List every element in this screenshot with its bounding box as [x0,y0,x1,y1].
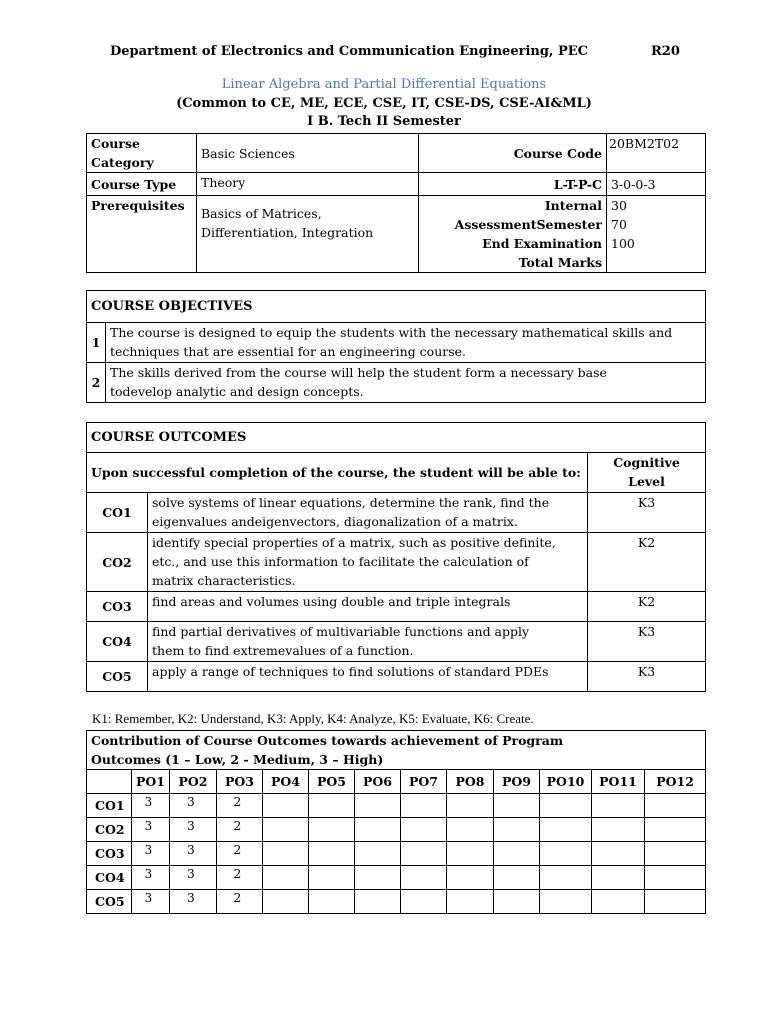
mapping-cell: 3 [132,866,170,890]
mapping-cell [540,794,592,818]
co-code: CO1 [87,493,148,533]
po-header: PO8 [447,770,494,794]
po-header: PO3 [217,770,263,794]
mapping-cell: 3 [132,818,170,842]
mapping-cell [645,890,706,914]
mapping-cell [540,818,592,842]
mapping-cell [540,890,592,914]
co-level: K2 [588,592,706,622]
mapping-corner [87,770,132,794]
mapping-row [87,866,706,890]
prereq-line-2: Differentiation, Integration [201,225,374,240]
co-description [148,493,588,533]
mapping-cell: 3 [170,842,217,866]
mapping-cell: 2 [217,794,263,818]
mapping-cell [592,866,645,890]
co-line: them to find extremevalues of a function. [152,643,414,658]
mapping-cell: 3 [170,818,217,842]
ltpc-label: L-T-P-C [419,173,607,196]
mapping-cell [645,794,706,818]
mapping-cell [645,866,706,890]
objective-text [106,323,706,363]
mapping-co-label: CO2 [87,818,132,842]
course-title: Linear Algebra and Partial Differential Equations [221,77,547,92]
mapping-cell [263,794,309,818]
co-po-mapping-table [86,730,706,914]
mapping-body [87,794,706,914]
mapping-co-label: CO4 [87,866,132,890]
mapping-cell [592,818,645,842]
prereq-label: Prerequisites [87,196,197,273]
internal-label: Internal [544,198,602,213]
mapping-cell [447,794,494,818]
cognitive-level-header [588,453,706,493]
co-level: K3 [588,493,706,533]
mapping-cell: 2 [217,842,263,866]
mapping-cell: 3 [170,794,217,818]
mapping-cell [447,866,494,890]
objective-line: todevelop analytic and design concepts. [110,384,364,399]
internal-value: 30 [611,198,627,213]
type-value: Theory [197,173,419,196]
po-header: PO1 [132,770,170,794]
mapping-cell [309,890,355,914]
mapping-cell [447,890,494,914]
mapping-cell [447,818,494,842]
po-header: PO5 [309,770,355,794]
mapping-row [87,818,706,842]
mapping-cell: 2 [217,818,263,842]
mapping-cell [401,842,447,866]
co-description: apply a range of techniques to find solutions of standard PDEs [148,662,588,692]
mapping-cell [494,866,540,890]
outcomes-heading: COURSE OUTCOMES [87,423,706,453]
category-value: Basic Sciences [197,134,419,173]
mapping-cell [447,842,494,866]
mapping-cell [592,794,645,818]
mapping-co-label: CO3 [87,842,132,866]
semester: I B. Tech II Semester [307,114,461,129]
category-label: Course Category [87,134,197,173]
code-value: 20BM2T02 [607,134,706,173]
mapping-cell [309,794,355,818]
mapping-cell: 3 [132,794,170,818]
co-code: CO5 [87,662,148,692]
co-description: find areas and volumes using double and triple integrals [148,592,588,622]
co-code: CO2 [87,533,148,592]
mapping-cell [401,890,447,914]
mapping-cell [355,794,401,818]
mapping-cell: 2 [217,866,263,890]
end-exam-label: End Examination [482,236,602,251]
objective-line: techniques that are essential for an engineering course. [110,344,467,359]
outcomes-intro: Upon successful completion of the course, the student will be able to: [87,453,588,493]
regulation-label: R20 [651,44,680,59]
mapping-cell [494,890,540,914]
assessment-values [607,196,706,273]
mapping-cell [494,794,540,818]
po-header: PO10 [540,770,592,794]
cognitive-legend: K1: Remember, K2: Understand, K3: Apply, K4: Analyze, K5: Evaluate, K6: Create. [92,711,534,726]
co-line: solve systems of linear equations, determine the rank, find the [152,495,550,510]
mapping-row [87,842,706,866]
mapping-cell [401,866,447,890]
assessment-semester-label: AssessmentSemester [454,217,602,232]
co-line: eigenvalues andeigenvectors, diagonalization of a matrix. [152,514,518,529]
co-code: CO3 [87,592,148,622]
objective-line: The skills derived from the course will help the student form a necessary base [110,365,607,380]
co-description [148,622,588,662]
po-header: PO2 [170,770,217,794]
assessment-labels [419,196,607,273]
mapping-cell: 3 [132,890,170,914]
mapping-cell [645,818,706,842]
mapping-cell [494,842,540,866]
mapping-cell [263,866,309,890]
mapping-cell [355,866,401,890]
course-info-table [86,133,706,273]
mapping-cell [494,818,540,842]
co-description [148,533,588,592]
mapping-cell [355,890,401,914]
mapping-cell [645,842,706,866]
mapping-cell [355,818,401,842]
objective-line: The course is designed to equip the students with the necessary mathematical skills and [110,325,673,340]
mapping-cell [309,842,355,866]
mapping-heading [87,731,706,770]
prereq-value [197,196,419,273]
co-level: K2 [588,533,706,592]
objectives-heading: COURSE OBJECTIVES [87,291,706,323]
mapping-co-label: CO5 [87,890,132,914]
mapping-cell: 3 [170,890,217,914]
end-exam-value: 100 [611,236,635,251]
objectives-table [86,290,706,403]
co-line: find partial derivatives of multivariable functions and apply [152,624,530,639]
objective-num: 2 [87,363,106,403]
common-to: (Common to CE, ME, ECE, CSE, IT, CSE-DS, CSE-AI&ML) [176,96,592,111]
objective-num: 1 [87,323,106,363]
co-level: K3 [588,622,706,662]
assessment-semester-value: 70 [611,217,627,232]
objective-text [106,363,706,403]
type-label: Course Type [87,173,197,196]
mapping-cell [592,890,645,914]
outcomes-table [86,422,706,692]
po-header: PO9 [494,770,540,794]
mapping-cell: 3 [170,866,217,890]
co-line: identify special properties of a matrix, such as positive definite, [152,535,556,550]
po-header: PO7 [401,770,447,794]
po-header: PO11 [592,770,645,794]
mapping-cell [263,890,309,914]
mapping-cell [263,842,309,866]
po-header: PO12 [645,770,706,794]
co-code: CO4 [87,622,148,662]
mapping-cell [540,866,592,890]
mapping-cell [355,842,401,866]
department-header: Department of Electronics and Communication Engineering, PEC [110,44,589,59]
mapping-cell [540,842,592,866]
po-header: PO4 [263,770,309,794]
code-label: Course Code [419,134,607,173]
mapping-cell [263,818,309,842]
mapping-co-label: CO1 [87,794,132,818]
mapping-heading-line: Outcomes (1 – Low, 2 - Medium, 3 – High) [91,752,384,767]
mapping-cell: 2 [217,890,263,914]
mapping-cell [401,818,447,842]
total-marks-label: Total Marks [518,255,602,270]
co-line: matrix characteristics. [152,573,296,588]
co-line: etc., and use this information to facilitate the calculation of [152,554,529,569]
mapping-row [87,794,706,818]
mapping-heading-line: Contribution of Course Outcomes towards achievement of Program [91,733,564,748]
mapping-cell [592,842,645,866]
mapping-cell: 3 [132,842,170,866]
po-header: PO6 [355,770,401,794]
ltpc-value: 3-0-0-3 [607,173,706,196]
co-level: K3 [588,662,706,692]
prereq-line-1: Basics of Matrices, [201,206,322,221]
cognitive-header-line: Cognitive [613,455,680,470]
mapping-cell [309,818,355,842]
cognitive-header-line: Level [628,474,665,489]
mapping-cell [401,794,447,818]
mapping-row [87,890,706,914]
mapping-cell [309,866,355,890]
